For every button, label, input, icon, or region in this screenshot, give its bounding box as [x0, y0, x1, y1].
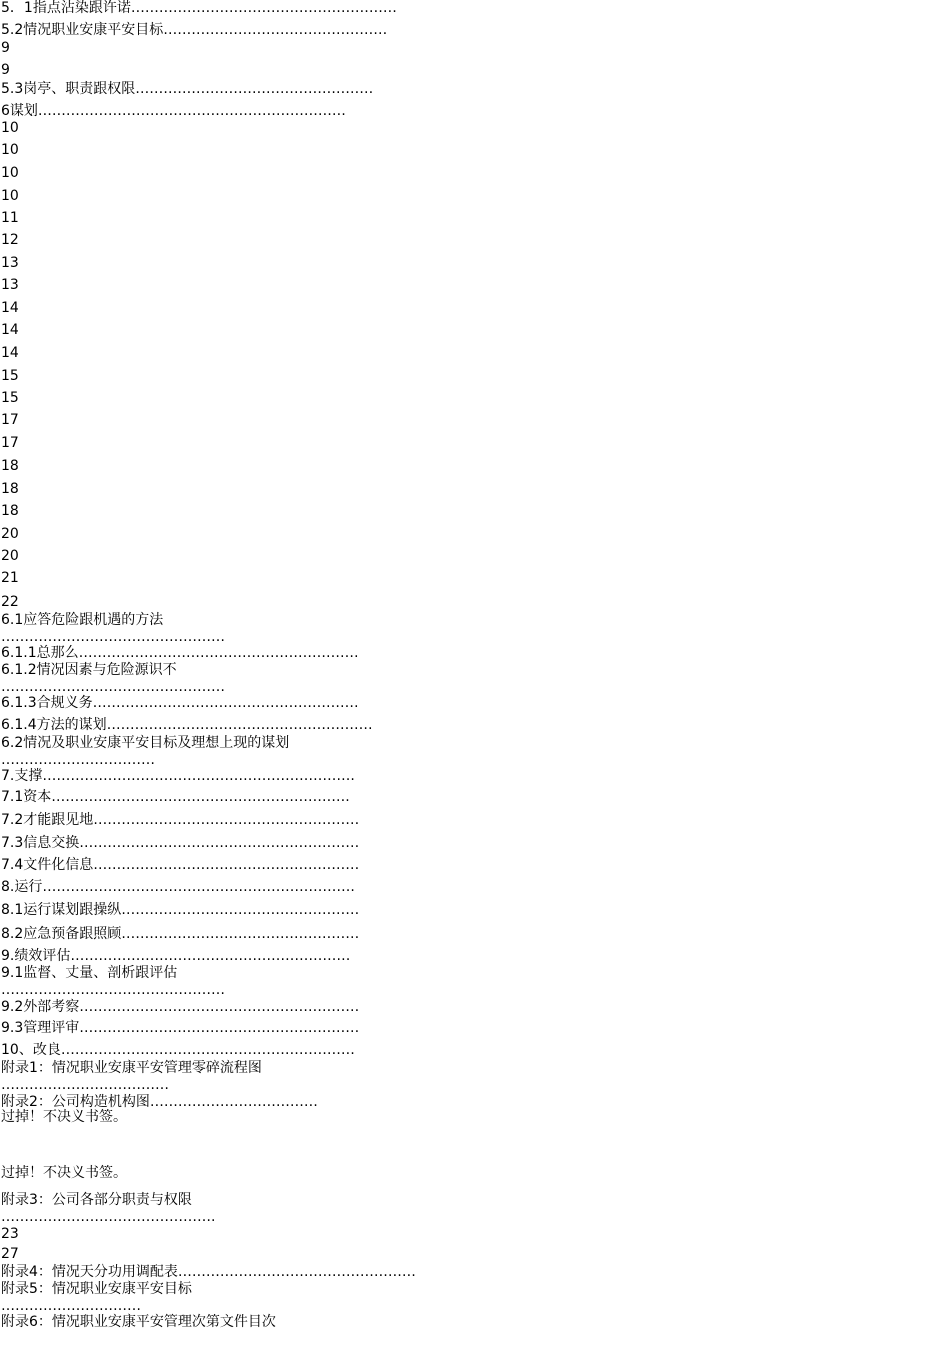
toc-entry: 6.1.1总那么……………………………………………………: [1, 645, 359, 661]
toc-entry: 5.2情况职业安康平安目标…………………………………………: [1, 22, 388, 38]
leader-dots: …………………………: [1, 1298, 141, 1314]
toc-entry: 附录1：情况职业安康平安管理零碎流程图: [1, 1060, 262, 1076]
toc-entry: 7.支撑………………………………………………………….: [1, 768, 355, 784]
toc-entry: 6.1.3合规义务…………………………………………………: [1, 695, 359, 711]
toc-entry: 10、改良………………………………………………………: [1, 1042, 355, 1058]
toc-entry: 6.1应答危险跟机遇的方法: [1, 612, 164, 628]
page-number: 21: [1, 570, 19, 586]
page-number: 27: [1, 1246, 19, 1262]
page-number: 14: [1, 345, 19, 361]
toc-entry: 9.绩效评估……………………………………………………: [1, 948, 351, 964]
page-number: 15: [1, 368, 19, 384]
toc-entry: 6谋划…………………………………………………………: [1, 103, 346, 119]
page-number: 14: [1, 300, 19, 316]
toc-entry: 7.1资本……………………………………………………….: [1, 789, 350, 805]
leader-dots: ……………………………………….: [1, 1209, 216, 1225]
leader-dots: ………………………………: [1, 1077, 169, 1093]
page-number: 11: [1, 210, 19, 226]
page-number: 18: [1, 458, 19, 474]
toc-entry: 附录4：情况天分功用调配表……………………………………………: [1, 1264, 416, 1280]
toc-entry: 附录3：公司各部分职责与权限: [1, 1192, 192, 1208]
page-number: 10: [1, 165, 19, 181]
toc-entry: 附录6：情况职业安康平安管理次第文件目次: [1, 1314, 276, 1330]
toc-entry: 附录2：公司构造机构图………………………………: [1, 1094, 318, 1110]
page-number: 12: [1, 232, 19, 248]
page-number: 17: [1, 435, 19, 451]
page-number: 15: [1, 390, 19, 406]
page-number: 22: [1, 594, 19, 610]
page-number: 14: [1, 322, 19, 338]
toc-entry: 6.1.2情况因素与危险源识不: [1, 662, 177, 678]
page-number: 17: [1, 412, 19, 428]
toc-entry: 8.2应急预备跟照顾……………………………………………: [1, 926, 360, 942]
leader-dots: …………………………………………: [1, 679, 225, 695]
toc-entry: 8.运行………………………………………………………….: [1, 879, 355, 895]
toc-entry: 8.1运行谋划跟操纵……………………………………………: [1, 902, 360, 918]
leader-dots: …………………………………………: [1, 982, 225, 998]
page-number: 18: [1, 481, 19, 497]
toc-entry: 6.2情况及职业安康平安目标及理想上现的谋划: [1, 735, 290, 751]
page-number: 20: [1, 548, 19, 564]
toc-entry: 5.3岗亭、职责跟权限……………………………………………: [1, 81, 374, 97]
toc-entry: 7.2才能跟见地…………………………………………………: [1, 812, 360, 828]
bookmark-error: 过掉！不决义书签。: [1, 1165, 127, 1181]
toc-entry: 9.3管理评审……………………………………………………: [1, 1020, 360, 1036]
page-number: 20: [1, 526, 19, 542]
leader-dots: ……………………………: [1, 752, 155, 768]
page-number: 23: [1, 1226, 19, 1242]
toc-entry: 9.1监督、丈量、剖析跟评估: [1, 965, 178, 981]
page-number: 9: [1, 62, 10, 78]
page-number: 10: [1, 120, 19, 136]
toc-entry: 7.4文件化信息…………………………………………………: [1, 857, 360, 873]
bookmark-error: 过掉！不决义书签。: [1, 1109, 127, 1125]
toc-entry: 附录5：情况职业安康平安目标: [1, 1281, 192, 1297]
leader-dots: …………………………………………: [1, 629, 225, 645]
page-number: 10: [1, 142, 19, 158]
page-number: 18: [1, 503, 19, 519]
page-number: 13: [1, 255, 19, 271]
page-number: 13: [1, 277, 19, 293]
toc-entry: 9.2外部考察……………………………………………………: [1, 999, 360, 1015]
page-number: 9: [1, 40, 10, 56]
toc-entry: 6.1.4方法的谋划…………………………………………………: [1, 717, 373, 733]
toc-entry: 7.3信息交换……………………………………………………: [1, 835, 360, 851]
toc-entry: 5．1指点沾染跟许诺…………………………………………………: [1, 0, 397, 16]
page-number: 10: [1, 188, 19, 204]
